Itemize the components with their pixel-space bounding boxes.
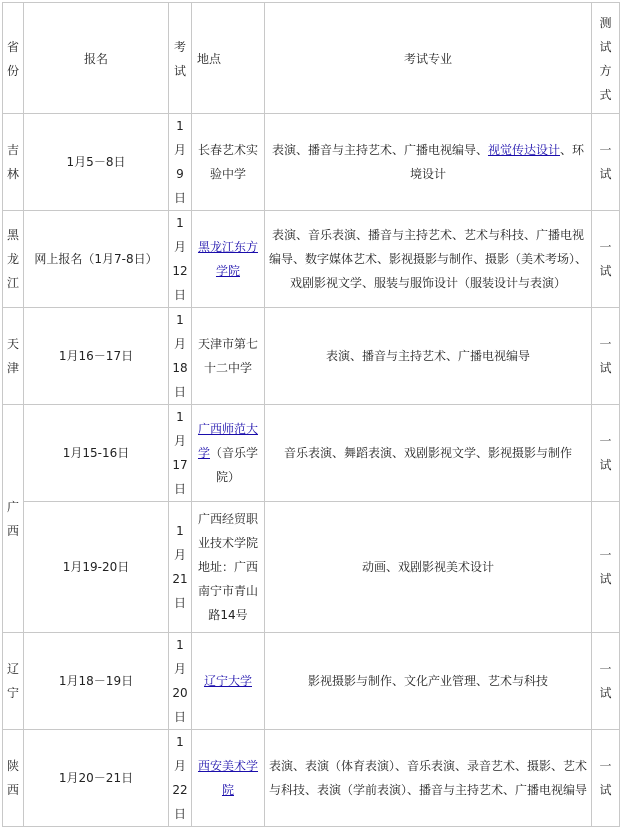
table-row (3, 405, 620, 502)
majors-text: 表演、播音与主持艺术、广播电视编导、 (271, 143, 488, 157)
majors-cell: 表演、播音与主持艺术、广播电视编导 (265, 308, 592, 405)
header-location: 地点 (192, 3, 265, 114)
method-cell: 一试 (592, 633, 620, 730)
exam-schedule-table (2, 2, 620, 827)
signup-cell: 1月5－8日 (24, 114, 169, 211)
location-link[interactable]: 广西师范大学 (197, 422, 258, 460)
province-cell: 吉林 (3, 114, 24, 211)
majors-link[interactable]: 视觉传达设计 (487, 143, 560, 157)
majors-text: 、环境设计 (409, 143, 585, 181)
method-cell: 一试 (592, 211, 620, 308)
location-text: （音乐学院） (210, 446, 259, 484)
header-province: 省份 (3, 3, 24, 114)
location-cell (192, 633, 265, 730)
table-row (3, 211, 620, 308)
signup-cell: 网上报名（1月7-8日） (24, 211, 169, 308)
location-link[interactable]: 黑龙江东方学院 (197, 240, 258, 278)
location-cell: 天津市第七十二中学 (192, 308, 265, 405)
exam-date-cell: 1月17日 (169, 405, 192, 502)
majors-cell: 表演、音乐表演、播音与主持艺术、艺术与科技、广播电视编导、数字媒体艺术、影视摄影与制作、摄影（美术考场）、戏剧影视文学、服装与服饰设计（服装设计与表演） (265, 211, 592, 308)
exam-date-cell: 1月9日 (169, 114, 192, 211)
signup-cell: 1月20－21日 (24, 730, 169, 827)
table-row (3, 308, 620, 405)
majors-cell: 影视摄影与制作、文化产业管理、艺术与科技 (265, 633, 592, 730)
table-row (3, 730, 620, 827)
exam-date-cell: 1月18日 (169, 308, 192, 405)
signup-cell: 1月15-16日 (24, 405, 169, 502)
province-cell: 广西 (3, 405, 24, 633)
method-cell: 一试 (592, 730, 620, 827)
location-cell: 长春艺术实验中学 (192, 114, 265, 211)
exam-date-cell: 1月20日 (169, 633, 192, 730)
province-cell: 天津 (3, 308, 24, 405)
header-method: 测试方式 (592, 3, 620, 114)
province-cell: 辽宁 (3, 633, 24, 730)
province-cell: 黑龙江 (3, 211, 24, 308)
exam-date-cell: 1月12日 (169, 211, 192, 308)
majors-cell: 动画、戏剧影视美术设计 (265, 502, 592, 633)
location-cell (192, 730, 265, 827)
exam-date-cell: 1月22日 (169, 730, 192, 827)
signup-cell: 1月18－19日 (24, 633, 169, 730)
majors-cell: 音乐表演、舞蹈表演、戏剧影视文学、影视摄影与制作 (265, 405, 592, 502)
table-row (3, 633, 620, 730)
header-exam: 考试 (169, 3, 192, 114)
header-signup: 报名 (24, 3, 169, 114)
header-majors: 考试专业 (265, 3, 592, 114)
majors-cell: 表演、表演（体育表演）、音乐表演、录音艺术、摄影、艺术与科技、表演（学前表演）、播音与主持艺术、广播电视编导 (265, 730, 592, 827)
signup-cell: 1月16－17日 (24, 308, 169, 405)
method-cell: 一试 (592, 114, 620, 211)
majors-cell (265, 114, 592, 211)
header-row (3, 3, 620, 114)
table-row (3, 114, 620, 211)
location-cell: 广西经贸职业技术学院 地址：广西南宁市青山路14号 (192, 502, 265, 633)
table-row (3, 502, 620, 633)
location-cell (192, 211, 265, 308)
location-link[interactable]: 西安美术学院 (197, 759, 258, 797)
signup-cell: 1月19-20日 (24, 502, 169, 633)
location-link[interactable]: 辽宁大学 (203, 674, 252, 688)
method-cell: 一试 (592, 502, 620, 633)
method-cell: 一试 (592, 308, 620, 405)
province-cell: 陕西 (3, 730, 24, 827)
method-cell: 一试 (592, 405, 620, 502)
location-cell (192, 405, 265, 502)
exam-date-cell: 1月21日 (169, 502, 192, 633)
